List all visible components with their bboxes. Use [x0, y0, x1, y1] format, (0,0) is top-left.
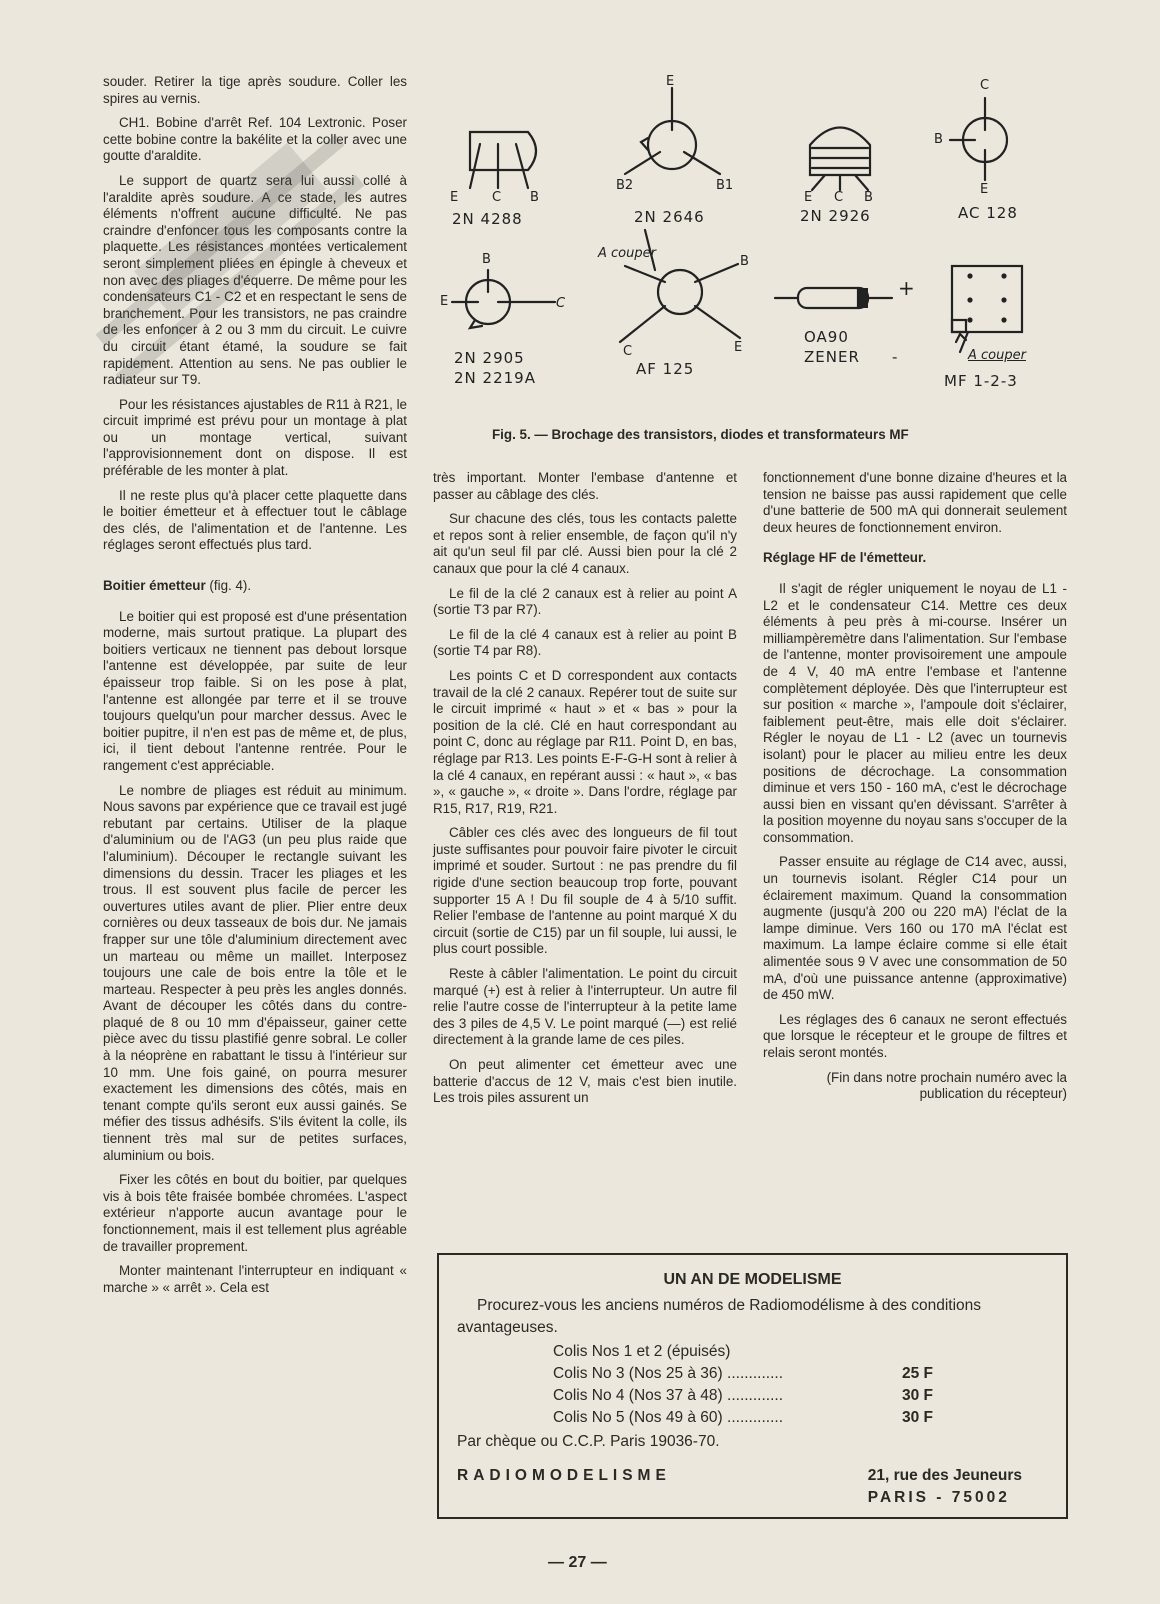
ad-row	[553, 1385, 933, 1407]
component-name-zener: ZENER	[804, 348, 860, 366]
plus-sign: +	[898, 276, 916, 300]
text-column-3	[763, 470, 1067, 1111]
paragraph: Pour les résistances ajustables de R11 à R21, le circuit imprimé est prévu pour un montage à plat ou un montage vertical, suivant l'approvisionnement dont on dispose. Il est préférable de les monter à plat.	[103, 396, 407, 479]
paragraph: CH1. Bobine d'arrêt Ref. 104 Lextronic. Poser cette bobine contre la bakélite et la coller avec une goutte d'araldite.	[103, 115, 407, 164]
figure-caption: Fig. 5. — Brochage des transistors, diodes et transformateurs MF	[492, 427, 909, 442]
pin-label: C	[980, 78, 990, 93]
pin-label: C	[834, 190, 844, 205]
pin-label: B	[934, 132, 943, 147]
pin-label: E	[440, 294, 449, 309]
pin-label: B	[864, 190, 873, 205]
component-name-2n2926: 2N 2926	[800, 207, 871, 225]
ad-payment: Par chèque ou C.C.P. Paris 19036-70.	[457, 1433, 720, 1450]
pin-label: E	[734, 340, 743, 355]
component-name-2n2646: 2N 2646	[634, 208, 705, 226]
ad-row-label: Colis No 4 (Nos 37 à 48) .............	[553, 1387, 784, 1404]
component-name-2n2219a: 2N 2219A	[454, 369, 536, 387]
ad-row-label: Colis Nos 1 et 2 (épuisés)	[553, 1343, 731, 1360]
ad-intro: Procurez-vous les anciens numéros de Radiomodélisme à des conditions avantageuses.	[457, 1297, 982, 1336]
note-a-couper: A couper	[968, 348, 1026, 363]
paragraph: Le fil de la clé 4 canaux est à relier au point B (sortie T4 par R8).	[433, 626, 737, 659]
ad-row	[553, 1407, 933, 1429]
continuation-note: (Fin dans notre prochain numéro avec la publication du récepteur)	[826, 1069, 1067, 1102]
pin-label: B1	[716, 178, 734, 193]
pin-label: B	[482, 252, 491, 267]
component-name-ac128: AC 128	[958, 204, 1018, 222]
note-a-couper: A couper	[598, 246, 656, 261]
paragraph: Fixer les côtés en bout du boitier, par quelques vis à bois tête fraisée bombée chromées. L'aspect extérieur n'apporte aucun avantage pour le fonctionnement, mais il est tellement plus agréable de travailler proprement.	[103, 1172, 407, 1254]
minus-sign: -	[892, 348, 899, 366]
paragraph: Le nombre de pliages est réduit au minimum. Nous savons par expérience que ce travail est jugé rebutant par certains. Utiliser de la plaque d'aluminium ou de l'AG3 (un peu plus raide que l'aluminium). Découper le rectangle suivant les dimensions du dessin. Tracer les pliages et les trous. Il est souvent plus facile de percer les ouvertures utiles avant de plier. Plier entre deux cornières ou deux tasseaux de bois dur. Ne jamais frapper sur une tôle d'aluminium directement avec un marteau ou même un maillet. Interposez toujours une cale de bois entre la tôle et le marteau. Respecter à peu près les angles donnés. Avant de découper les côtés dans du contre-plaqué de 8 ou 10 mm d'épaisseur, gainer cette pièce avec du tissu plastifié genre sobral. Le coller à la néoprène en rabattant le tissu à l'intérieur sur 10 mm. Une fois gainé, on pourra mesurer exactement les dimensions des côtés, mais en tenant compte qu'ils seront eux aussi gainés. Se méfier des tissus adhésifs. S'ils évitent la colle, ils tiennent très mal sur de petites surfaces, aluminium ou bois.	[103, 782, 407, 1163]
paragraph: Passer ensuite au réglage de C14 avec, aussi, un tournevis isolant. Régler C14 pour un éclairement maximum. Quand la consommation augmente (jusqu'à 200 ou 220 mA) l'éclat de la lampe diminue. Vers 160 ou 170 mA l'éclat est maximum. La lampe éclaire comme si elle était alimentée sous 9 V avec une consommation de 50 mA, d'où une puissance antenne (approximative) de 450 mW.	[763, 854, 1067, 1003]
pin-label: B2	[616, 178, 634, 193]
ad-brand: RADIOMODELISME	[457, 1467, 671, 1484]
ad-address-city: PARIS - 75002	[867, 1488, 1010, 1506]
paragraph: fonctionnement d'une bonne dizaine d'heures et la tension ne baisse pas aussi rapidement que celle d'une batterie de 500 mA qui donnerait seulement deux heures de fonctionnement environ.	[763, 470, 1067, 535]
ad-row-label: Colis No 5 (Nos 49 à 60) .............	[553, 1409, 784, 1426]
paragraph: Câbler ces clés avec des longueurs de fil tout juste suffisantes pour pouvoir faire pivoter le circuit imprimé et souder. Surtout : ne pas prendre du fil rigide d'une section beaucoup trop forte, pouvant supporter 15 A ! Du fil souple de 4 à 5/10 suffit. Relier l'embase de l'antenne au point marqué X du circuit (sortie de C15) par un fil souple, lui aussi, le plus court possible.	[433, 825, 737, 957]
paragraph: très important. Monter l'embase d'antenne et passer au câblage des clés.	[433, 470, 737, 502]
paragraph: Le fil de la clé 2 canaux est à relier au point A (sortie T3 par R7).	[433, 585, 737, 618]
section-heading-boitier	[103, 578, 407, 595]
pin-label: E	[804, 190, 813, 205]
ad-row-label: Colis No 3 (Nos 25 à 36) .............	[553, 1365, 784, 1382]
component-name-2n4288: 2N 4288	[452, 210, 523, 228]
text-column-2	[433, 470, 737, 1115]
pin-label: E	[450, 190, 459, 205]
ad-row	[553, 1363, 933, 1385]
ad-row	[553, 1341, 933, 1363]
paragraph: Il s'agit de régler uniquement le noyau de L1 - L2 et le condensateur C14. Mettre ces deux éléments à peu près à mi-course. Insérer un milliampèremètre dans l'alimentation. Sur l'embase de l'antenne, monter provisoirement une ampoule de 4 V, 40 mA entre l'embase et l'antenne complètement déployée. Dès que l'interrupteur est sur position « marche », l'ampoule doit s'éclairer, faiblement peut-être, mais elle doit s'éclairer. Régler le noyau de L1 - L2 (avec un tournevis isolant) pour le placer au milieu entre les deux positions de décrochage. La consommation diminue et vers 150 - 160 mA, c'est le décrochage aussi bien en vissant qu'en dévissant. S'arrêter à la position moyenne du noyau sans s'occuper de la consommation.	[763, 580, 1067, 845]
pin-label: E	[980, 182, 989, 197]
paragraph: Le support de quartz sera lui aussi collé à l'araldite après soudure. A ce stade, les autres éléments n'offrent aucune difficulté. Ne pas craindre d'enfoncer tous les composants contre la plaquette. Les résistances montées verticalement seront simplement pliées en épingle à cheveux et non avec des pliages d'équerre. De même pour les condensateurs C1 - C2 et en respectant le sens de branchement. Pour les transistors, ne pas craindre de les enfoncer à 2 ou 3 mm du circuit. Le cuivre du circuit étant étamé, la soudure se fait rapidement. Attention au sens. Ne pas oublier le radiateur sur T9.	[103, 172, 407, 388]
pin-label: C	[492, 190, 502, 205]
ad-row-price: 30 F	[901, 1387, 933, 1404]
ad-address-street: 21, rue des Jeuneurs	[867, 1467, 1022, 1484]
page-number: — 27 —	[548, 1554, 607, 1571]
ad-title: UN AN DE MODELISME	[663, 1271, 842, 1288]
paragraph: Il ne reste plus qu'à placer cette plaquette dans le boitier émetteur et à effectuer tout le câblage des clés, de l'alimentation et de l'antenne. Les réglages seront effectués plus tard.	[103, 487, 407, 553]
text-column-1	[103, 74, 407, 1304]
component-name-mf: MF 1-2-3	[944, 372, 1018, 390]
paragraph: Le boitier qui est proposé est d'une présentation moderne, mais surtout pratique. La plupart des boitiers verticaux ne tiennent pas debout lorsque l'antenne est développée, par suite de leur épaisseur trop faible. Si on les pose à plat, l'antenne est allongée par terre et il se trouve toujours quelqu'un pour marcher dessus. Avec le boitier pupitre, il n'en est pas de même et, de plus, ici, il tient debout l'antenne rentrée. Pour le rangement c'est appréciable.	[103, 608, 407, 773]
ad-row-price: 30 F	[901, 1409, 933, 1426]
paragraph: Monter maintenant l'interrupteur en indiquant « marche » « arrêt ». Cela est	[103, 1263, 407, 1295]
ad-address	[868, 1465, 1022, 1508]
section-heading-title: Boitier émetteur	[103, 578, 206, 594]
pin-label: B	[530, 190, 539, 205]
pin-label: E	[666, 74, 675, 89]
component-name-oa90: OA90	[804, 328, 849, 346]
component-name-2n2905: 2N 2905	[454, 349, 525, 367]
pin-label: C	[556, 296, 566, 311]
ad-row-price: 25 F	[901, 1365, 933, 1382]
paragraph: Les points C et D correspondent aux contacts travail de la clé 2 canaux. Repérer tout de suite sur le circuit imprimé « haut » et « bas » pour la position de la clé. Clé en haut correspondant au point C, donc au réglage par R11. Point D, en bas, réglage par R13. Les points E-F-G-H sont à relier à la clé 4 canaux, en repérant aussi : « haut », « bas », « gauche », « droite ». Dans l'ordre, réglage par R15, R17, R19, R21.	[433, 667, 737, 816]
pin-label: C	[623, 344, 633, 359]
paragraph: On peut alimenter cet émetteur avec une batterie d'accus de 12 V, mais c'est bien inutile. Les trois piles assurent un	[433, 1057, 737, 1106]
paragraph: Sur chacune des clés, tous les contacts palette et repos sont à relier ensemble, de façon qu'il n'y ait qu'un seul fil par clé. Aussi bien pour la clé 2 canaux que pour la clé 4 canaux.	[433, 511, 737, 576]
advertisement-box	[437, 1253, 1068, 1519]
paragraph: Les réglages des 6 canaux ne seront effectués que lorsque le récepteur et le groupe de filtres et relais seront montés.	[763, 1011, 1067, 1060]
section-heading-reglage: Réglage HF de l'émetteur.	[763, 550, 927, 566]
paragraph: souder. Retirer la tige après soudure. Coller les spires au vernis.	[103, 74, 407, 106]
component-name-af125: AF 125	[636, 360, 695, 378]
figure-5-pinouts	[440, 70, 1080, 450]
section-heading-ref: (fig. 4).	[209, 578, 252, 594]
pin-label: B	[740, 254, 749, 269]
paragraph: Reste à câbler l'alimentation. Le point du circuit marqué (+) est à relier à l'interrupteur. Un autre fil relie l'autre cosse de l'interrupteur à la petite lame des 3 piles de 4,5 V. Le point marqué (—) est relié directement à la grande lame de ces piles.	[433, 966, 737, 1048]
